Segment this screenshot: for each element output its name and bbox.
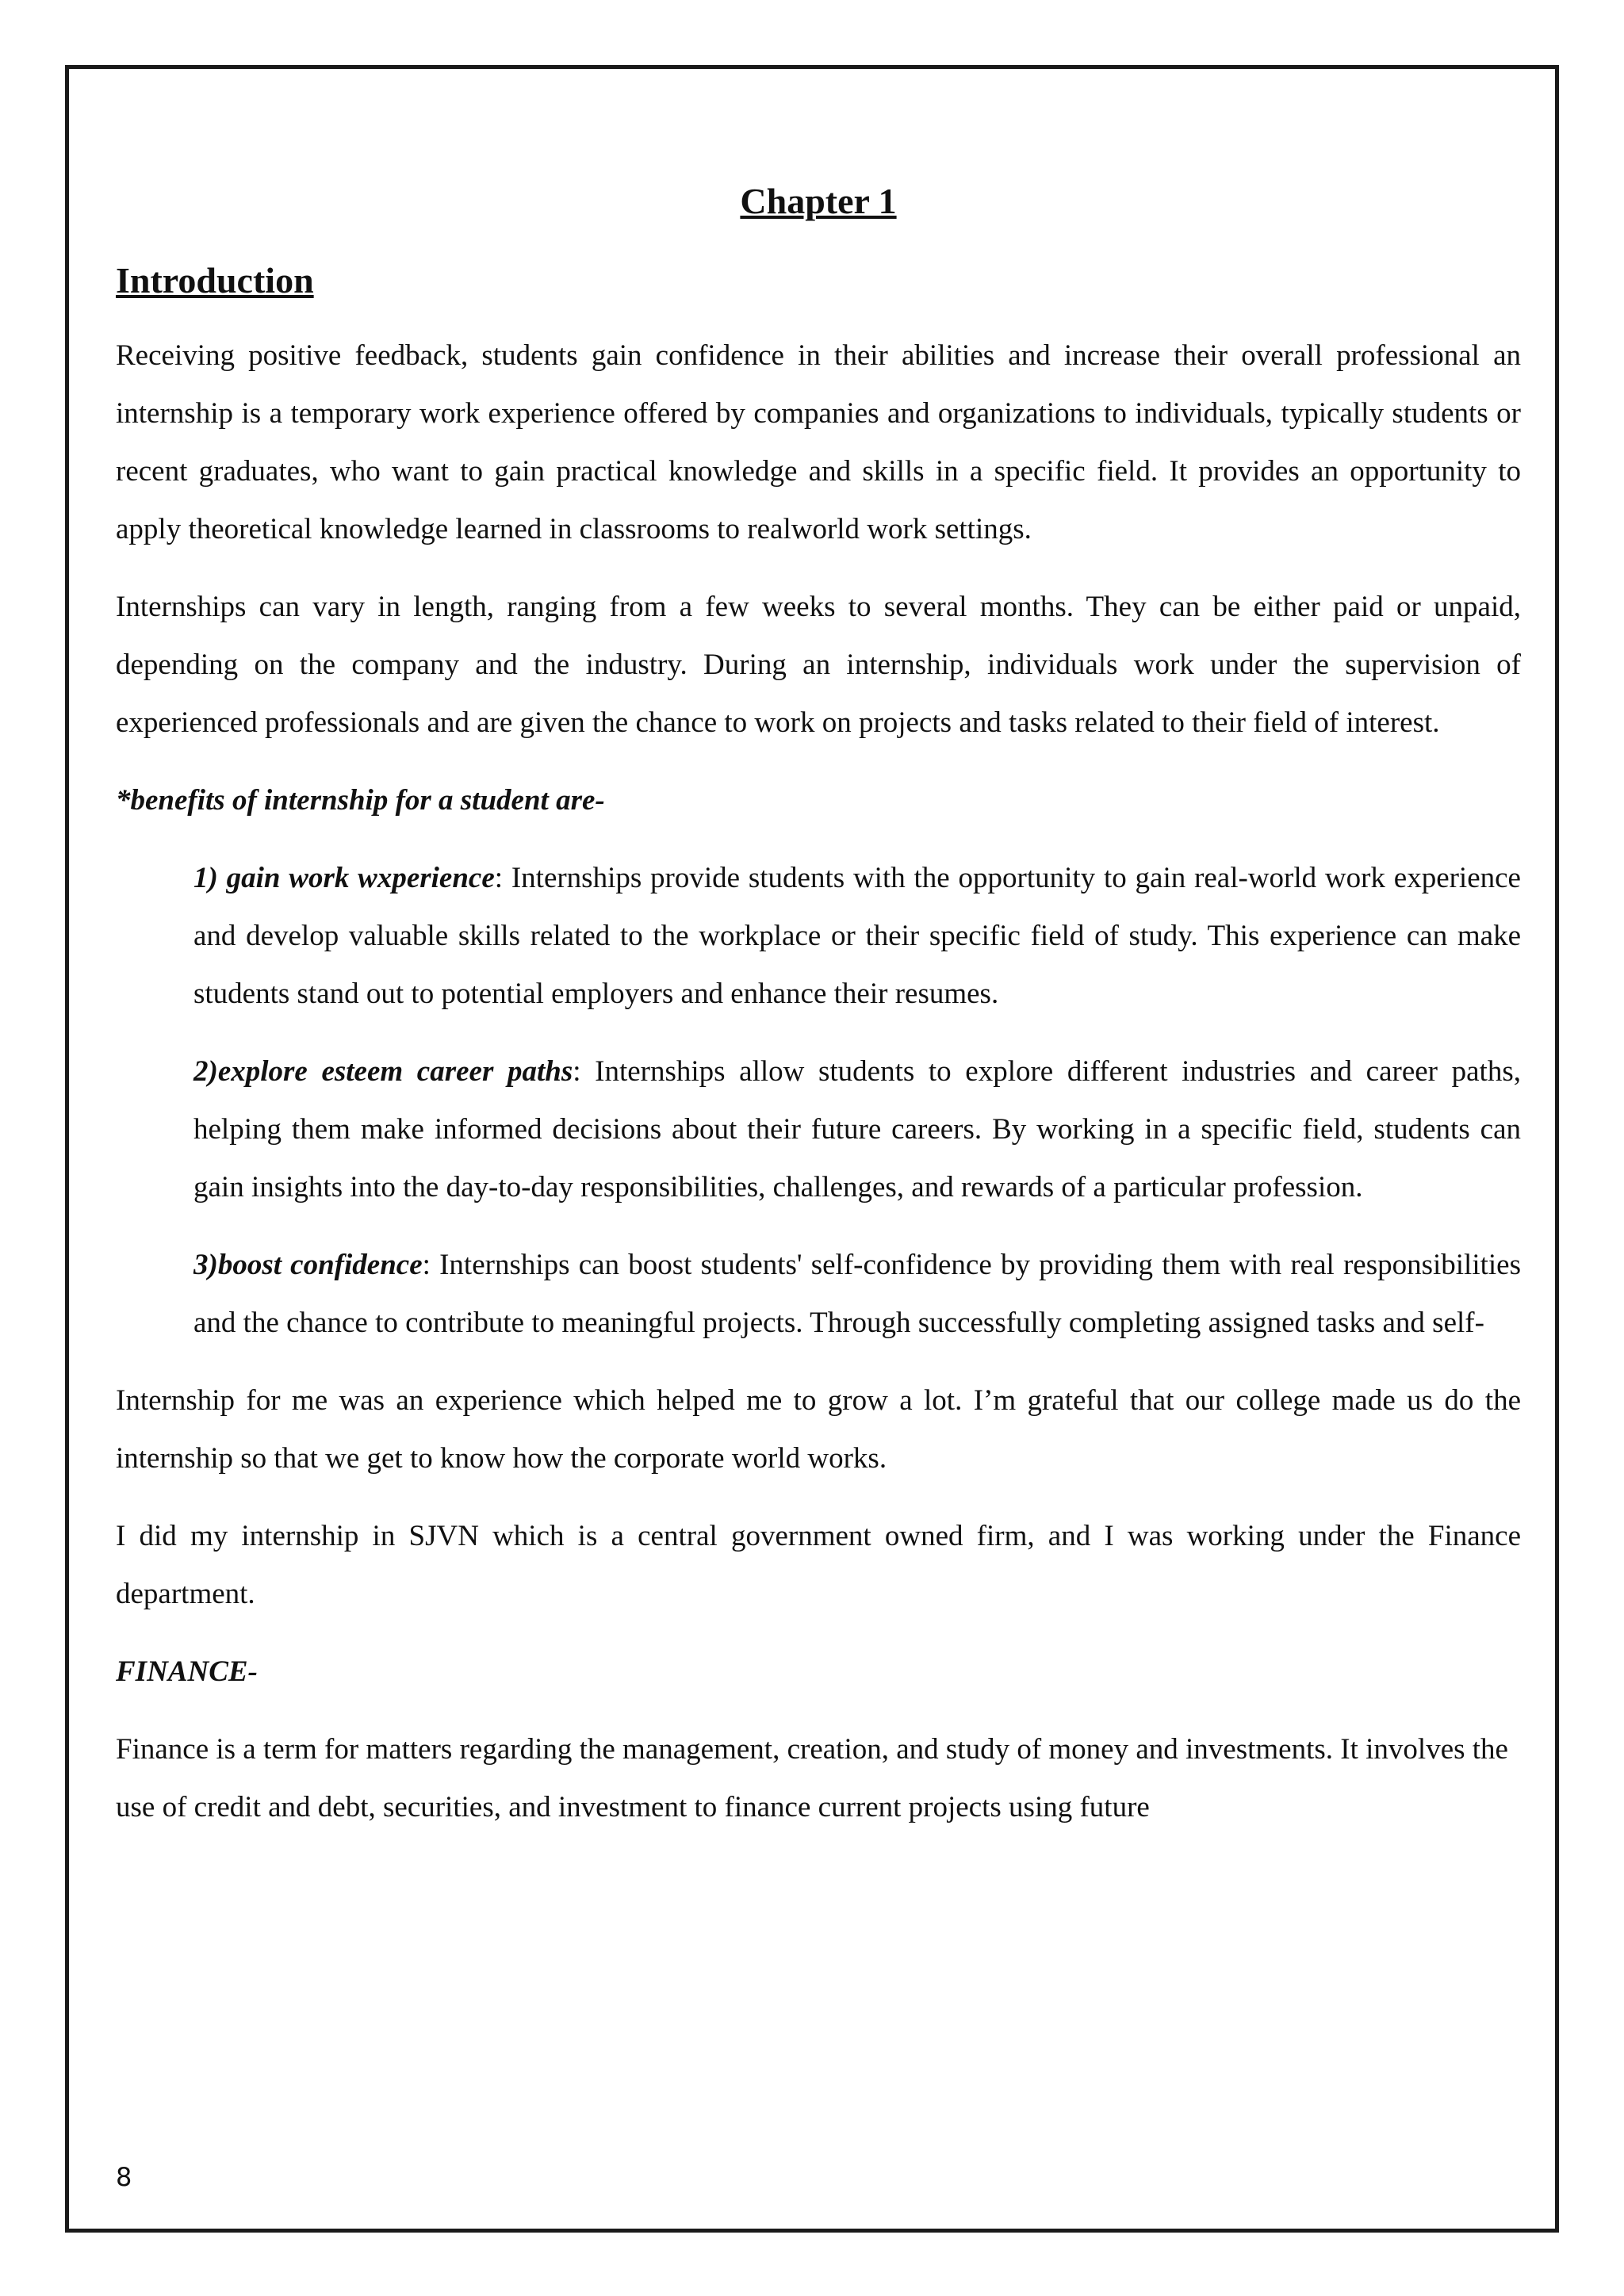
intro-paragraph-2: Internships can vary in length, ranging from a few weeks to several months. They can be either paid or unpaid, depending on the company and the industry. During an internship, individuals work under the supervision of experienced professionals and are given the chance to work on projects and tasks related to their field of interest. [116, 591, 1521, 739]
benefit-item-2 [193, 1043, 1521, 1216]
benefits-heading: *benefits of internship for a student are- [116, 784, 605, 817]
chapter-title: Chapter 1 [740, 181, 897, 221]
benefit-text: : Internships can boost students' self-confidence by providing them with real responsibilities and the chance to contribute to meaningful projects. Through successfully completing assigned tasks and self- [193, 1249, 1521, 1339]
finance-paragraph: Finance is a term for matters regarding the management, creation, and study of money and investments. It involves the use of credit and debt, securities, and investment to finance current projects using future [116, 1733, 1508, 1823]
closing-paragraph-1: Internship for me was an experience which helped me to grow a lot. I’m grateful that our college made us do the internship so that we get to know how the corporate world works. [116, 1384, 1521, 1475]
intro-paragraph-1: Receiving positive feedback, students gain confidence in their abilities and increase their overall professional an internship is a temporary work experience offered by companies and organizations to individuals, typically students or recent graduates, who want to gain practical knowledge and skills in a specific field. It provides an opportunity to apply theoretical knowledge learned in classrooms to realworld work settings. [116, 339, 1521, 545]
benefit-term: 3)boost confidence [193, 1249, 423, 1281]
benefit-term: 1) gain work wxperience [193, 862, 495, 894]
finance-heading: FINANCE- [116, 1655, 258, 1688]
document-body [116, 176, 1521, 1856]
benefit-text: : Internships provide students with the opportunity to gain real-world work experience and develop valuable skills related to the workplace or their specific field of study. This experience can make students stand out to potential employers and enhance their resumes. [193, 862, 1521, 1010]
benefit-item-3 [193, 1236, 1521, 1352]
benefit-item-1 [193, 849, 1521, 1023]
section-title: Introduction [116, 260, 314, 300]
page-number: 8 [116, 2162, 132, 2192]
benefit-text: : Internships allow students to explore different industries and career paths, helping them make informed decisions about their future careers. By working in a specific field, students can gain insights into the day-to-day responsibilities, challenges, and rewards of a particular profession. [193, 1055, 1521, 1203]
benefit-term: 2)explore esteem career paths [193, 1055, 573, 1088]
closing-paragraph-2: I did my internship in SJVN which is a central government owned firm, and I was working under the Finance department. [116, 1520, 1521, 1610]
